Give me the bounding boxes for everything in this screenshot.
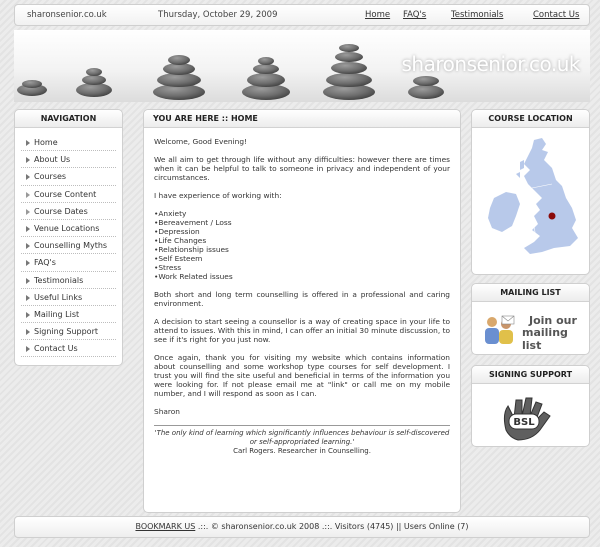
quote-author: Carl Rogers. Researcher in Counselling. — [233, 447, 371, 455]
experience-item: • Anxiety — [154, 209, 450, 218]
decision-paragraph: A decision to start seeing a counsellor is a way of creating space in your life to attend to issues. With this in mind, I can offer an initial 30 minute discussion, to see if it's right for you just now. — [154, 317, 450, 344]
uk-map-isles — [516, 160, 524, 178]
navigation-list — [15, 128, 122, 357]
top-bar — [14, 4, 590, 26]
experience-item: • Bereavement / Loss — [154, 218, 450, 227]
course-location-panel — [471, 109, 590, 275]
arrow-right-icon — [26, 278, 30, 284]
sidebar-item-contact-us[interactable] — [21, 340, 116, 357]
experience-item: • Work Related issues — [154, 272, 450, 281]
main-content — [144, 128, 460, 456]
sidebar-item-testimonials[interactable] — [21, 272, 116, 289]
experience-item: • Self Esteem — [154, 254, 450, 263]
course-location-heading: COURSE LOCATION — [472, 110, 589, 128]
experience-item: • Relationship issues — [154, 245, 450, 254]
top-nav-contact[interactable]: Contact Us — [533, 10, 580, 20]
sidebar-item-home[interactable] — [21, 134, 116, 151]
bsl-badge[interactable] — [472, 384, 589, 446]
quote-divider — [154, 425, 450, 426]
footer — [14, 516, 590, 538]
sidebar-item-label: About Us — [34, 155, 71, 165]
uk-map-ireland — [488, 192, 520, 232]
arrow-right-icon — [26, 226, 30, 232]
counselling-paragraph: Both short and long term counselling is offered in a professional and caring environment. — [154, 290, 450, 308]
sidebar-item-label: Mailing List — [34, 309, 80, 319]
current-date: Thursday, October 29, 2009 — [158, 10, 278, 20]
bsl-label: BSL — [513, 417, 535, 428]
arrow-right-icon — [26, 157, 30, 163]
thanks-paragraph: Once again, thank you for visiting my website which contains information about counselling and some workshop type courses for self development. I trust you will find the site useful and beneficial in terms of the information you were looking for. If not please email me at "link" or call me on my mobile number, and I will respond as soon as I can. — [154, 353, 450, 398]
bookmark-link[interactable]: BOOKMARK US — [135, 522, 196, 531]
mailing-list-panel — [471, 283, 590, 355]
navigation-heading: NAVIGATION — [15, 110, 122, 128]
sidebar-item-label: Useful Links — [34, 292, 83, 302]
experience-item: • Depression — [154, 227, 450, 236]
top-nav-home[interactable]: Home — [365, 10, 391, 20]
experience-intro: I have experience of working with: — [154, 191, 282, 200]
greeting-text: Welcome, Good Evening! — [154, 137, 247, 146]
arrow-right-icon — [26, 209, 30, 215]
join-mailing-list-label-1: Join our — [529, 314, 577, 327]
arrow-right-icon — [26, 346, 30, 352]
sidebar-item-label: Course Content — [34, 189, 97, 199]
sidebar-item-label: Testimonials — [34, 275, 84, 285]
sidebar-item-venue-locations[interactable] — [21, 220, 116, 237]
sidebar-item-useful-links[interactable] — [21, 289, 116, 306]
top-nav-faqs[interactable]: FAQ's — [403, 10, 427, 20]
sidebar-item-label: Courses — [34, 172, 67, 182]
sidebar-item-course-dates[interactable] — [21, 203, 116, 220]
top-nav-testimonials[interactable]: Testimonials — [451, 10, 504, 20]
site-name: sharonsenior.co.uk — [27, 10, 107, 20]
join-mailing-list-label-2: mailing list — [522, 326, 568, 352]
arrow-right-icon — [26, 312, 30, 318]
header-banner — [14, 30, 590, 102]
sidebar-item-courses[interactable] — [21, 168, 116, 185]
experience-item: • Life Changes — [154, 236, 450, 245]
signing-support-panel — [471, 365, 590, 447]
arrow-right-icon — [26, 140, 30, 146]
mailing-list-heading: MAILING LIST — [472, 284, 589, 302]
breadcrumb: YOU ARE HERE :: HOME — [144, 110, 460, 128]
main-content-panel — [143, 109, 461, 513]
quote-text: 'The only kind of learning which significantly influences behaviour is self-discovered or self-appropriated learning.' — [154, 429, 450, 446]
experience-item: • Stress — [154, 263, 450, 272]
sidebar-item-label: Contact Us — [34, 344, 78, 354]
navigation-panel — [14, 109, 123, 366]
arrow-right-icon — [26, 192, 30, 198]
sidebar-item-counselling-myths[interactable] — [21, 237, 116, 254]
sidebar-item-course-content[interactable] — [21, 186, 116, 203]
arrow-right-icon — [26, 243, 30, 249]
sidebar-item-mailing-list[interactable] — [21, 306, 116, 323]
arrow-right-icon — [26, 260, 30, 266]
arrow-right-icon — [26, 174, 30, 180]
join-mailing-list-button[interactable] — [472, 302, 589, 354]
signing-support-heading: SIGNING SUPPORT — [472, 366, 589, 384]
uk-map[interactable] — [472, 128, 589, 273]
uk-map-great-britain — [524, 138, 578, 254]
sidebar-item-label: Home — [34, 138, 58, 147]
banner-brand-text: sharonsenior.co.uk — [401, 52, 580, 76]
signature: Sharon — [154, 407, 180, 416]
mailing-people-icon — [482, 314, 518, 346]
intro-paragraph: We all aim to get through life without any difficulties: however there are times when it can be helpful to talk to someone in privacy and independent of your circumstances. — [154, 155, 450, 182]
arrow-right-icon — [26, 295, 30, 301]
sidebar-item-label: Counselling Myths — [34, 241, 108, 251]
sidebar-item-label: Venue Locations — [34, 223, 100, 233]
course-location-marker[interactable] — [549, 213, 556, 220]
sidebar-item-faq-s[interactable] — [21, 254, 116, 271]
sidebar-item-label: Signing Support — [34, 327, 98, 337]
sidebar-item-label: FAQ's — [34, 258, 56, 268]
footer-text: .::. © sharonsenior.co.uk 2008 .::. Visitors (4745) || Users Online (7) — [195, 522, 469, 531]
sidebar-item-about-us[interactable] — [21, 151, 116, 168]
experience-list — [154, 209, 450, 281]
sidebar-item-label: Course Dates — [34, 206, 88, 216]
sidebar-item-signing-support[interactable] — [21, 323, 116, 340]
arrow-right-icon — [26, 329, 30, 335]
